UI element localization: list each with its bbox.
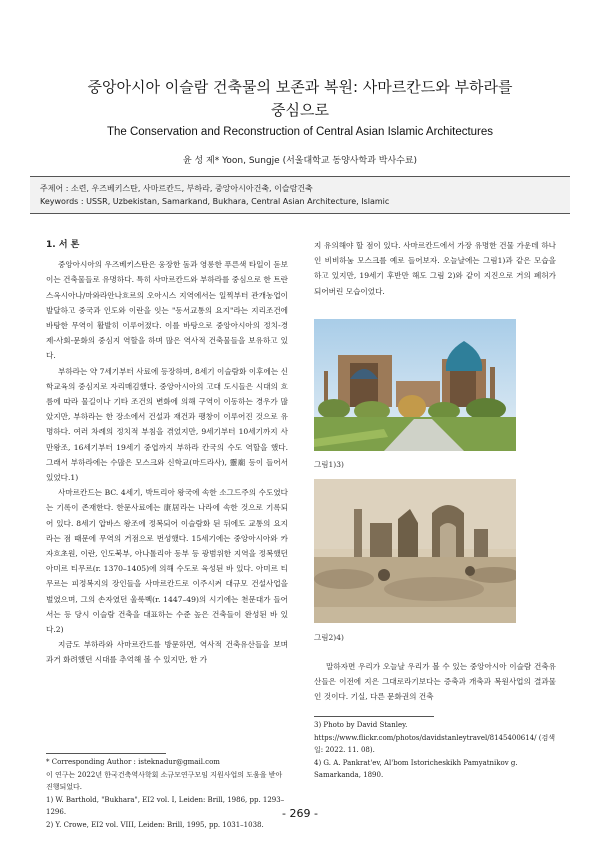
mosque-ruins-illustration [314,479,516,623]
title-korean-line1: 중앙아시아 이슬람 건축물의 보존과 복원: 사마르칸드와 부하라를 [87,78,513,96]
footnote: * Corresponding Author : isteknadur@gmail.com [46,758,220,766]
figure-2-photo [314,479,516,623]
figure-2-caption: 그림2)4) [314,633,344,642]
footnote: 1) W. Barthold, "Bukhara", EI2 vol. I, Leiden: Brill, 1986, pp. 1293–1296. [46,795,285,817]
keywords-english: Keywords : USSR, Uzbekistan, Samarkand, Bukhara, Central Asian Architecture, Islamic [40,197,390,206]
keywords-box [30,176,570,214]
title-korean [40,76,560,122]
right-footnotes [314,719,556,782]
footnote-divider [46,753,166,754]
title-korean-line2: 중심으로 [271,101,329,119]
footnote: 4) G. A. Pankrat'ev, Al'bom Istoricheskikh Pamyatnikov g. Samarkanda, 1890. [314,758,518,780]
keywords-korean: 주제어 : 소련, 우즈베키스탄, 사마르칸드, 부하라, 중앙아시아건축, 이슬람건축 [40,184,313,193]
author-line: 윤 성 제* Yoon, Sungje (서울대학교 동양사학과 박사수료) [182,156,418,166]
footnote: 3) Photo by David Stanley. [314,721,408,729]
section-heading: 1. 서 론 [46,240,80,250]
page-number: - 269 - [282,807,318,820]
footnote: 2) Y. Crowe, EI2 vol. VIII, Leiden: Brill, 1995, pp. 1031–1038. [46,820,264,829]
mosque-modern-illustration [314,319,516,451]
right-column-bottom-text [314,659,556,705]
paragraph: 지금도 부하라와 사마르칸드를 방문하면, 역사적 건축유산들을 보며 과거 화려했던 시대를 추억해 볼 수 있지만, 한 가 [46,640,288,665]
footnote: https://www.flickr.com/photos/davidstanleytravel/8145400614/ (검색일: 2022. 11. 08). [314,733,555,755]
paragraph: 중앙아시아의 우즈베키스탄은 웅장한 돔과 영롱한 푸른색 타일이 돋보이는 건축물들로 유명하다. 특히 사마르칸드와 부하라를 중심으로 한 트란스옥시아나/마와라안나흐르의 오아시스 지역에서는 일찍부터 관개농업이 발달하고 중국과 인도와 이란을 잇는 "동서교통의 요지"라는 지리조건에 바탕한 무역이 활발히 이루어졌다. 이를 바탕으로 중앙아시아의 정치-경제-사회-문화의 중심지 역할을 하며 많은 역사적 건축물들을 보유하고 있다. [46,260,288,361]
footnote-divider [314,716,434,717]
figure-1-photo [314,319,516,451]
left-column [46,238,288,668]
paragraph: 사마르칸드는 BC. 4세기, 박트리아 왕국에 속한 소그드주의 수도였다는 기록이 존재한다. 한문사료에는 康居라는 나라에 속한 것으로 기록되어 있다. 8세기 압바스 왕조에 정복되어 이슬람화 된 뒤에도 교통의 요지라는 점 때문에 무역의 거점으로 번성했다. 15세기에는 중앙아시아와 카자흐초원, 이란, 인도북부, 아나톨리아 동부 등 광범위한 지역을 정복했던 아미르 티무르(r. 1370–1405)에 의해 수도로 육성된 바 있다. 아미르 티무르는 피정복지의 장인들을 사마르칸드로 이주시켜 대규모 건설사업을 벌였으며, 그의 손자였던 울룩벡(r. 1447–49)의 시기에는 천문대가 들어서는 등 당시 이슬람 건축을 대표하는 수준 높은 건축들이 완성된 바 있다.2) [46,488,288,635]
paragraph: 지 유의해야 할 점이 있다. 사마르칸드에서 가장 유명한 건물 가운데 하나인 비비하눔 모스크를 예로 들어보자. 오늘날에는 그림1)과 같은 모습을 하고 있지만, 19세기 후반만 해도 그림 2)와 같이 지진으로 거의 폐허가 되어버린 모습이었다. [314,241,556,296]
footnote: 이 연구는 2022년 한국건축역사학회 소규모연구모임 지원사업의 도움을 받아 진행되었다. [46,770,283,792]
right-column-top-text [314,238,556,299]
paragraph: 부하라는 약 7세기부터 사료에 등장하며, 8세기 이슬람화 이후에는 신학교육의 중심지로 자리매김했다. 중앙아시아의 고대 도시들은 시대의 흐름에 따라 물길이나 기타 조건의 변화에 의해 구역이 이동하는 경우가 많았지만, 부하라는 한 장소에서 건설과 재건과 팽창이 이루어진 것으로 유명하다. 여러 차례의 정치적 부침을 겪었지만, 9세기부터 10세기까지 사만왕조, 16세기부터 19세기 중엽까지 부하라 칸국의 수도 역할을 했다. 그래서 부하라에는 수많은 모스크와 신학교(마드라사), 靈廟 등이 들어서 있었다.1) [46,366,288,483]
figure-1-caption: 그림1)3) [314,460,344,469]
paragraph: 말하자면 우리가 오늘날 우리가 볼 수 있는 중앙아시아 이슬람 건축유산들은 이전에 지은 그대로라기보다는 증축과 개축과 복원사업의 결과물인 것이다. 기실, 다른 문화권의 건축 [314,662,556,702]
left-footnotes [46,756,288,832]
title-english: The Conservation and Reconstruction of Central Asian Islamic Architectures [106,126,494,138]
